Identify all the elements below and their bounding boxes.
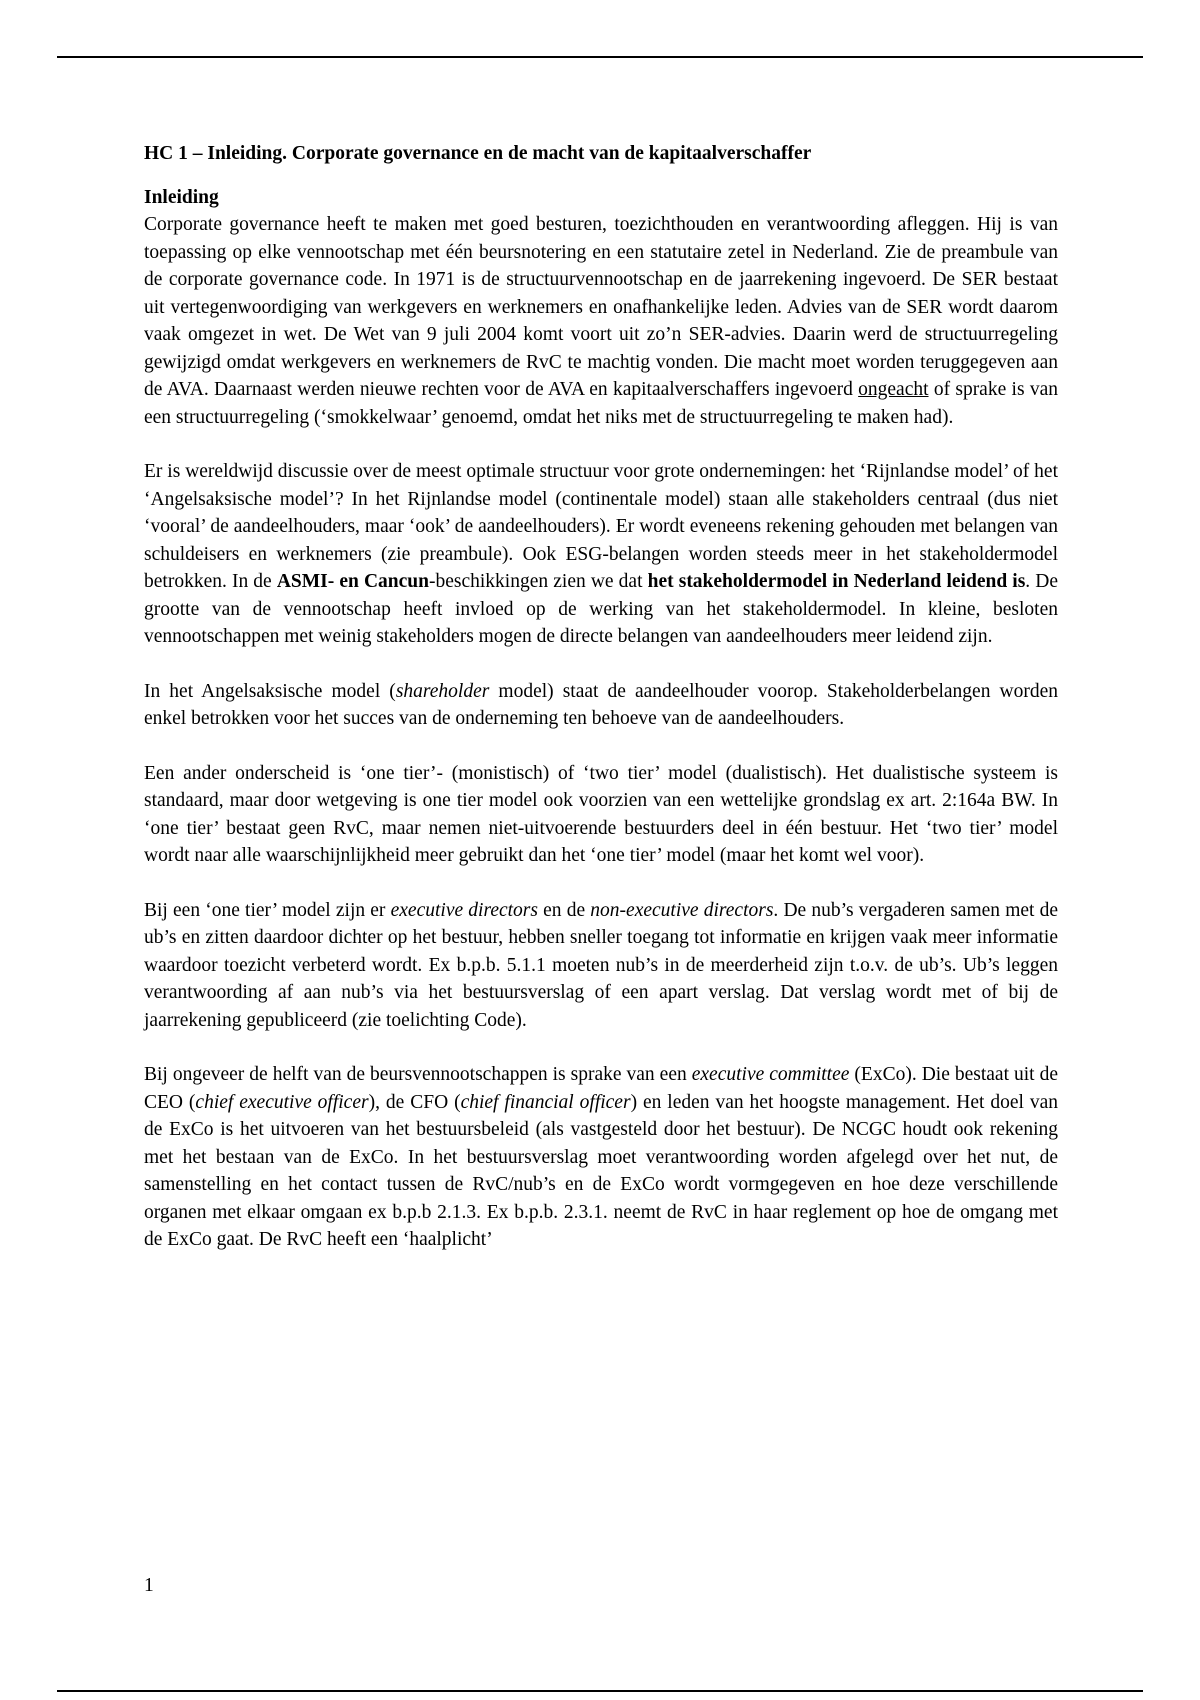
page-number: 1 [144,1575,154,1596]
bold-text: het stakeholdermodel in Nederland leidend is [647,571,1026,592]
document-title: HC 1 – Inleiding. Corporate governance en de macht van de kapitaalverschaffer [144,143,812,164]
section-heading: Inleiding [144,186,219,208]
text-run: Corporate governance heeft te maken met goed besturen, toezichthouden en verantwoording afleggen. Hij is van toepassing op elke vennootschap met één beursnotering en een statutaire zetel in Nederland. Zie de preambule van de corporate governance code. In 1971 is de structuurvennootschap en de jaarrekening ingevoerd. De SER bestaat uit vertegenwoordiging van werkgevers en werknemers en onafhankelijke leden. Advies van de SER wordt daarom vaak omgezet in wet. De Wet van 9 juli 2004 komt voort uit zo’n SER-advies. Daarin werd de structuurregeling gewijzigd omdat werkgevers en werknemers de RvC te machtig vonden. Die macht moet worden teruggegeven aan de AVA. Daarnaast werden nieuwe rechten voor de AVA en kapitaalverschaffers ingevoerd [144,214,1058,400]
italic-text: non-executive directors [590,899,774,921]
text-run: -beschikkingen zien we dat [429,571,648,592]
text-run: model) staat de aandeelhouder voorop. Stakeholderbelangen worden enkel betrokken voor het succes van de onderneming ten behoeve van de aandeelhouders. [144,680,1059,729]
italic-text: executive committee [691,1064,850,1085]
text-run: ) en leden van het hoogste management. Het doel van de ExCo is het uitvoeren van het bestuursbeleid (als vastgesteld door het bestuur). De NCGC houdt ook rekening met het bestaan van de ExCo. In het bestuursverslag moet verantwoording worden afgelegd over het nut, de samenstelling en het contact tussen de RvC/nub’s en de ExCo wordt vormgegeven en hoe deze verschillende organen met elkaar omgaan ex b.p.b 2.1.3. Ex b.p.b. 2.3.1. neemt de RvC in haar reglement op hoe de omgang met de ExCo gaat. De RvC heeft een ‘haalplicht’ [144,1091,1059,1250]
footer-rule [57,1690,1143,1692]
paragraph-5 [144,897,1058,1035]
text-run: ), de CFO ( [368,1091,461,1113]
text-run: (ExCo). Die bestaat uit de CEO ( [144,1064,1058,1113]
header-rule [57,56,1143,58]
text-run: Bij een ‘one tier’ model zijn er [144,899,391,921]
text-run: Bij ongeveer de helft van de beursvennootschappen is sprake van een [144,1064,692,1085]
text-run: . De nub’s vergaderen samen met de ub’s en zitten daardoor dichter op het bestuur, hebben sneller toegang tot informatie en krijgen vaak meer informatie waardoor toezicht verbeterd wordt. Ex b.p.b. 5.1.1 moeten nub’s in de meerderheid zijn t.o.v. de ub’s. Ub’s leggen verantwoording af aan nub’s via het bestuursverslag of een apart verslag. Dat verslag wordt met of bij de jaarrekening gepubliceerd (zie toelichting Code). [144,899,1059,1031]
bold-text: ASMI- en Cancun [276,571,429,592]
text-run: In het Angelsaksische model ( [144,680,396,702]
italic-text: chief financial officer [460,1091,631,1113]
text-run: . De grootte van de vennootschap heeft invloed op de werking van het stakeholdermodel. In kleine, besloten vennootschappen met weinig stakeholders mogen de directe belangen van aandeelhouders meer leidend zijn. [144,571,1059,647]
italic-text: shareholder [395,680,490,702]
italic-text: chief executive officer [195,1091,369,1113]
document-body [144,140,1058,1281]
paragraph-4: Een ander onderscheid is ‘one tier’- (monistisch) of ‘two tier’ model (dualistisch). Het dualistische systeem is standaard, maar door wetgeving is one tier model ook voorzien van een wettelijke grondslag ex art. 2:164a BW. In ‘one tier’ bestaat geen RvC, maar nemen niet-uitvoerende bestuurders deel in één bestuur. Het ‘two tier’ model wordt naar alle waarschijnlijkheid meer gebruikt dan het ‘one tier’ model (maar het komt wel voor). [144,762,1058,866]
text-run: en de [537,899,591,921]
text-run: of sprake is van een structuurregeling (‘smokkelwaar’ genoemd, omdat het niks met de structuurregeling te maken had). [144,379,1058,428]
italic-text: executive directors [390,899,538,921]
paragraph-3 [144,678,1058,733]
paragraph-6 [144,1061,1058,1254]
text-run: Er is wereldwijd discussie over de meest optimale structuur voor grote ondernemingen: het ‘Rijnlandse model’ of het ‘Angelsaksische model’? In het Rijnlandse model (continentale model) staan alle stakeholders centraal (dus niet ‘vooral’ de aandeelhouders, maar ‘ook’ de aandeelhouders). Er wordt eveneens rekening gehouden met belangen van schuldeisers en werknemers (zie preambule). Ook ESG-belangen worden steeds meer in het stakeholdermodel betrokken. In de [144,461,1058,592]
underlined-text: ongeacht [858,379,929,400]
paragraph-1 [144,211,1058,431]
paragraph-2 [144,458,1058,651]
